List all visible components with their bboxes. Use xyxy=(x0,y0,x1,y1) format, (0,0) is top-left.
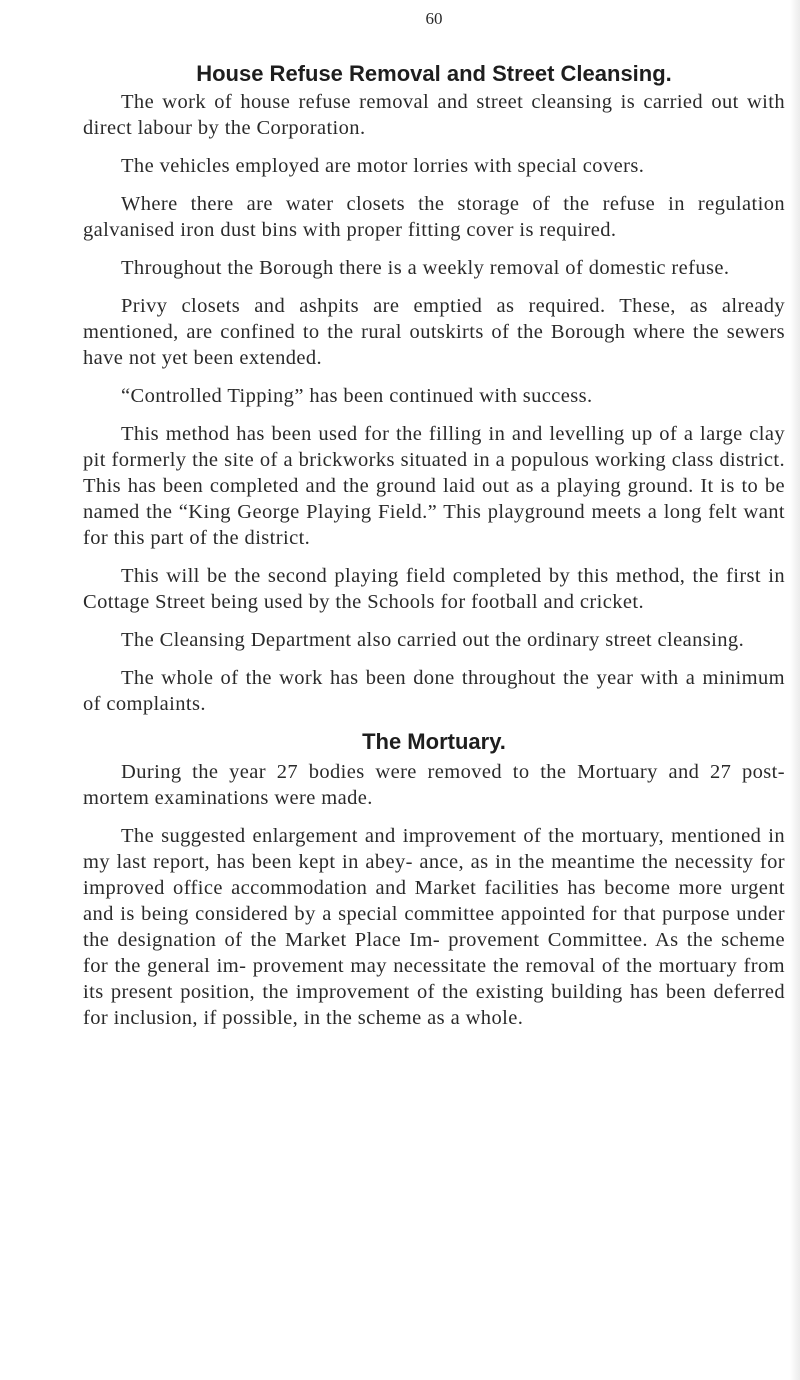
paragraph: The whole of the work has been done throughout the year with a minimum of complaints. xyxy=(83,667,785,715)
paragraph: Privy closets and ashpits are emptied as required. These, as already mentioned, are confined to the rural outskirts of the Borough where the sewers have not yet been extended. xyxy=(83,295,785,369)
paragraph: The Cleansing Department also carried out the ordinary street cleansing. xyxy=(121,629,745,651)
paragraph: This method has been used for the filling in and levelling up of a large clay pit formerly the site of a brickworks situated in a populous working class district. This has been completed and the ground laid out as a playing ground. It is to be named the “King George Playing Field.” This playground meets a long felt want for this part of the district. xyxy=(83,423,785,549)
document-page xyxy=(83,8,785,1043)
paragraph: The work of house refuse removal and street cleansing is carried out with direct labour by the Corporation. xyxy=(83,91,785,139)
paragraph: The suggested enlargement and improvement of the mortuary, mentioned in my last report, has been kept in abey- ance, as in the meantime the necessity for improved office accommodation and Market facilities has become more urgent and is being considered by a special committee appointed for that purpose under the designation of the Market Place Im- provement Committee. As the scheme for the general im- provement may necessitate the removal of the mortuary from its present position, the improvement of the existing building has been deferred for inclusion, if possible, in the scheme as a whole. xyxy=(83,825,785,1029)
page-edge-shadow xyxy=(790,0,800,1380)
paragraph: Throughout the Borough there is a weekly removal of domestic refuse. xyxy=(121,257,730,279)
paragraph: This will be the second playing field completed by this method, the first in Cottage Street being used by the Schools for football and cricket. xyxy=(83,565,785,613)
section-refuse-removal-body xyxy=(83,89,785,717)
paragraph: During the year 27 bodies were removed to the Mortuary and 27 post-mortem examinations were made. xyxy=(83,761,785,809)
section-heading-refuse-removal: House Refuse Removal and Street Cleansing. xyxy=(196,61,672,86)
paragraph: Where there are water closets the storage of the refuse in regulation galvanised iron dust bins with proper fitting cover is required. xyxy=(83,193,785,241)
paragraph: The vehicles employed are motor lorries with special covers. xyxy=(121,155,645,177)
page-number: 60 xyxy=(425,9,443,28)
paragraph: “Controlled Tipping” has been continued with success. xyxy=(121,385,593,407)
section-heading-mortuary: The Mortuary. xyxy=(362,729,506,754)
section-mortuary-body xyxy=(83,759,785,1031)
